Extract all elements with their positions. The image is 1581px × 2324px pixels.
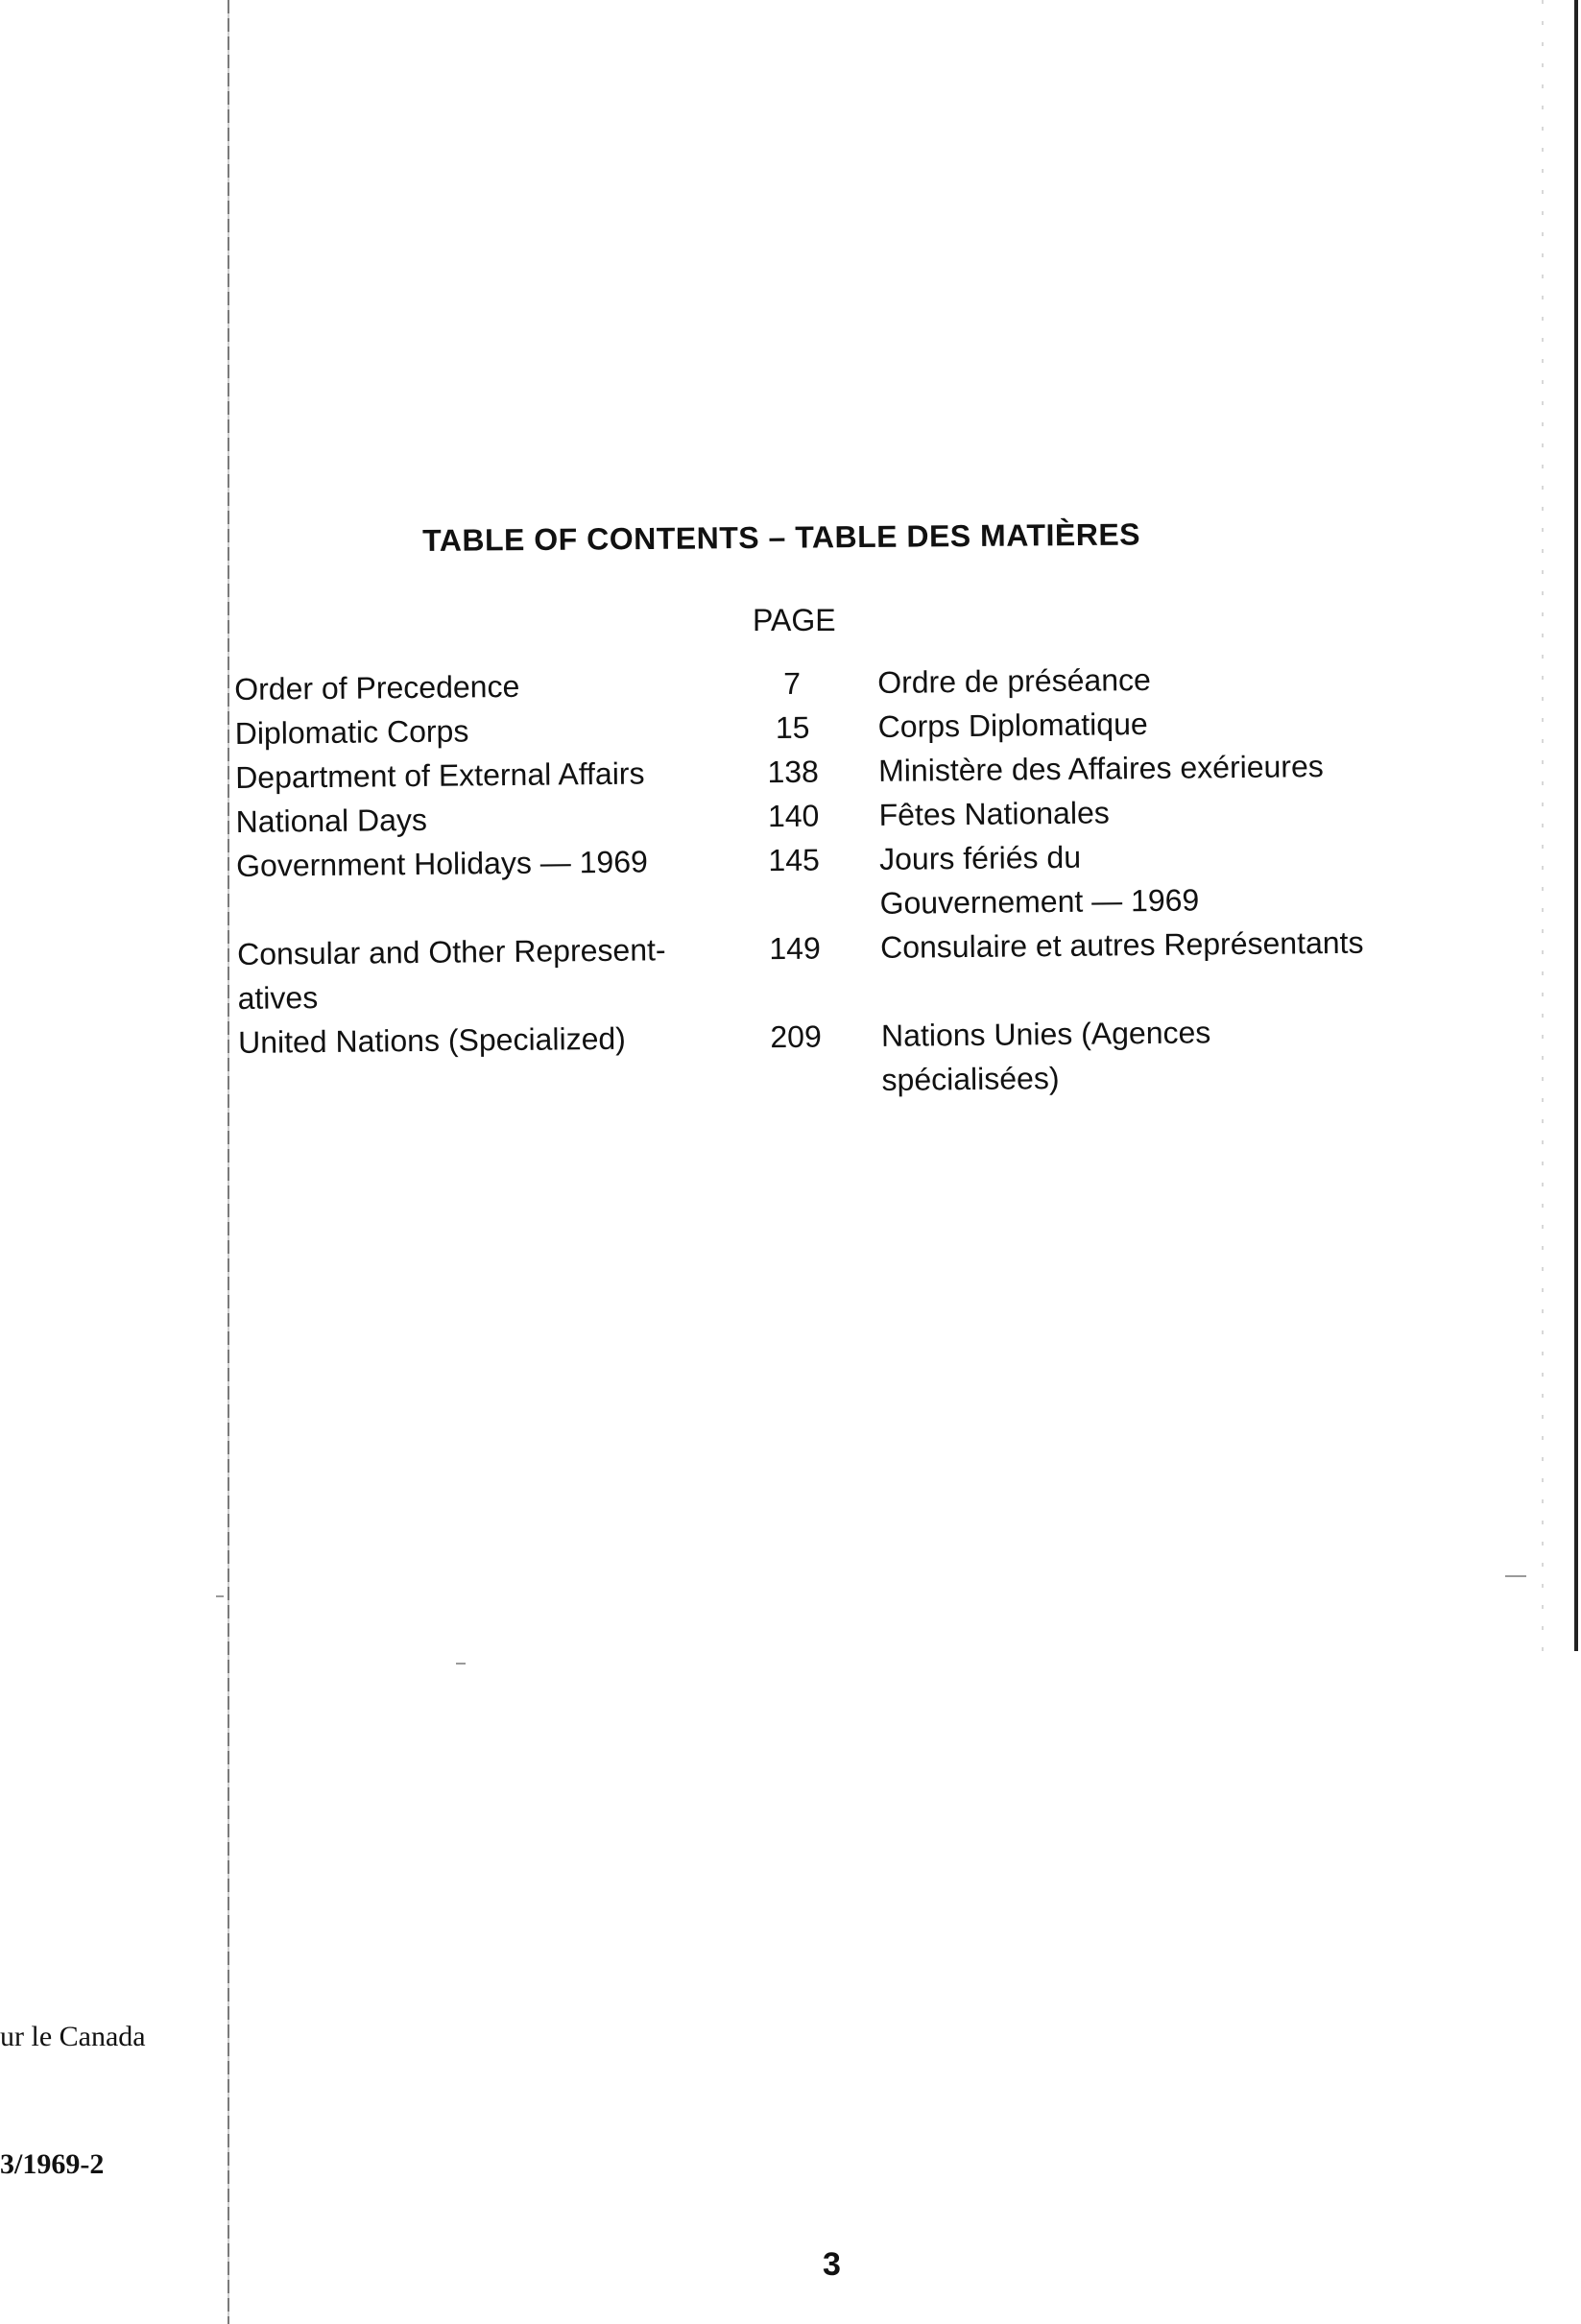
margin-note: 3/1969-2: [0, 2148, 105, 2180]
right-page-edge: [1574, 0, 1578, 1651]
margin-note: ur le Canada: [0, 2021, 146, 2052]
toc-entry-en: United Nations (Specialized): [237, 1020, 627, 1060]
toc-entry-page: 140: [767, 798, 820, 834]
toc-entry-fr: Ministère des Affaires exérieures: [877, 749, 1324, 788]
left-page-edge: [228, 0, 229, 2324]
toc-entry-fr: Consulaire et autres Représentants: [879, 924, 1364, 965]
toc-entry-en: Government Holidays — 1969: [235, 844, 648, 883]
toc-entry-page: 7: [783, 665, 802, 701]
toc-row: [233, 920, 1444, 1020]
scan-speck: [216, 1595, 224, 1597]
page-number: 3: [823, 2246, 841, 2283]
toc-entry-en: Consular and Other Represent-atives: [236, 932, 666, 1016]
toc-entry-en: Diplomatic Corps: [234, 713, 469, 751]
toc-entry-fr: Jours fériés du Gouvernement — 1969: [878, 839, 1200, 921]
toc-entry-en: Order of Precedence: [234, 668, 520, 707]
toc-table: [230, 655, 1445, 1109]
toc-entry-page: 209: [770, 1018, 822, 1055]
scan-speck: [456, 1663, 466, 1665]
toc-row: [234, 1008, 1445, 1109]
toc-entry-page: 15: [775, 709, 810, 746]
scan-speck: [1505, 1575, 1526, 1577]
toc-row: [232, 831, 1443, 932]
right-edge-dots: [1542, 0, 1544, 1651]
toc-entry-fr: Ordre de préséance: [877, 661, 1151, 700]
page-column-header: PAGE: [753, 603, 836, 637]
toc-entry-fr: Corps Diplomatique: [877, 706, 1148, 744]
toc-entry-fr: Fêtes Nationales: [878, 795, 1110, 832]
toc-entry-page: 138: [767, 754, 820, 790]
toc-entry-fr: Nations Unies (Agences spécialisées): [880, 1015, 1211, 1097]
toc-entry-page: 149: [769, 930, 821, 967]
toc-entry-en: National Days: [235, 802, 428, 839]
toc-entry-en: Department of External Affairs: [235, 755, 645, 795]
toc-title: TABLE OF CONTENTS – TABLE DES MATIÈRES: [422, 516, 1141, 558]
toc-entry-page: 145: [768, 842, 821, 878]
